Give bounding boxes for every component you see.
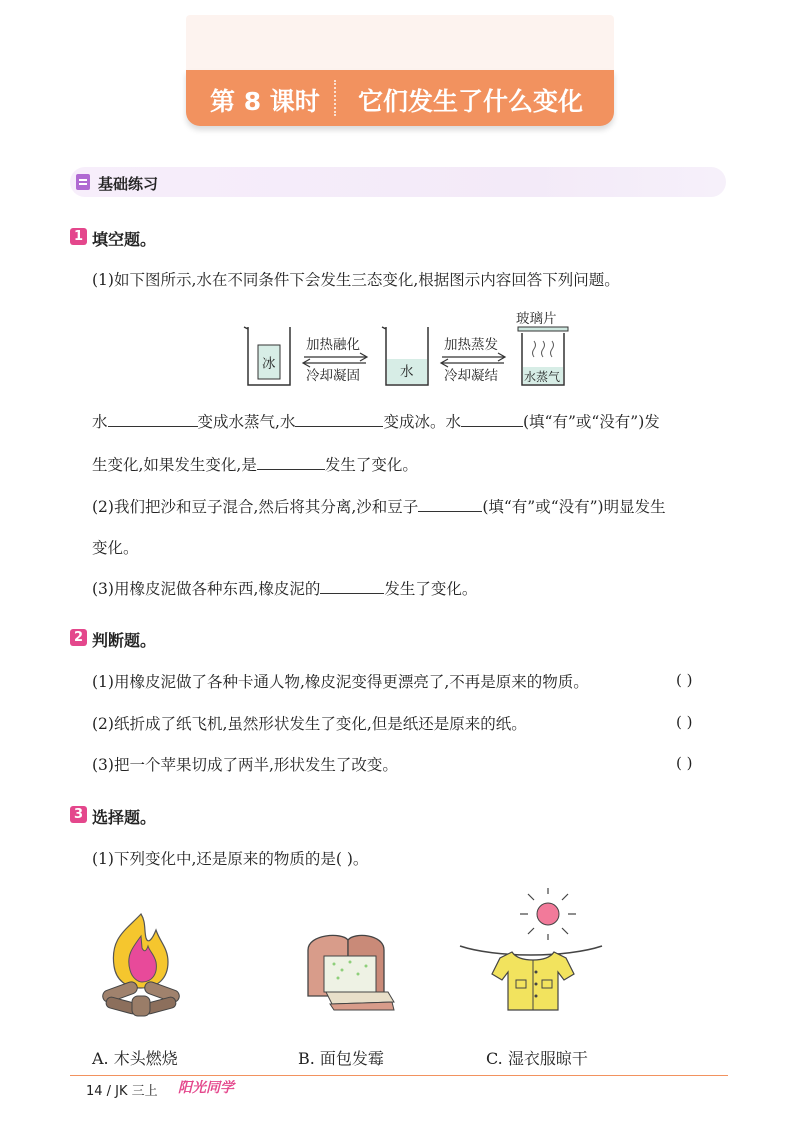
section-bar xyxy=(70,167,726,197)
steam-icon xyxy=(533,341,554,357)
q1-l1-text-d: (填“有”或“没有”)发 xyxy=(522,413,660,431)
section-title: 基础练习 xyxy=(98,175,159,193)
q1-p3-text-b: 发生了变化。 xyxy=(384,580,478,598)
glass-plate xyxy=(518,327,568,331)
footer-divider xyxy=(70,1075,728,1076)
glass-label: 玻璃片 xyxy=(516,311,557,327)
q2-answer-3[interactable]: ( ) xyxy=(676,754,693,772)
q2-answer-2[interactable]: ( ) xyxy=(676,713,693,731)
q1-l1-text-c: 变成冰。水 xyxy=(383,413,461,431)
arrow2-top-label: 加热蒸发 xyxy=(444,337,498,353)
q3-part1: (1)下列变化中,还是原来的物质的是( )。 xyxy=(92,850,369,868)
q1-l1-text-a: 水 xyxy=(92,413,108,431)
lesson-title: 它们发生了什么变化 xyxy=(358,87,584,116)
brand-logo: 阳光同学 xyxy=(178,1080,234,1096)
water-label: 水 xyxy=(400,364,414,380)
question-3-badge: 3 xyxy=(70,806,87,823)
blank-4[interactable] xyxy=(257,455,325,470)
q1-line1 xyxy=(92,410,660,432)
blank-5[interactable] xyxy=(418,497,482,512)
q2-item-1: (1)用橡皮泥做了各种卡通人物,橡皮泥变得更漂亮了,不再是原来的物质。 xyxy=(92,673,589,691)
vapor-label: 水蒸气 xyxy=(524,370,561,384)
header-banner-background xyxy=(186,15,614,77)
question-2-title: 判断题。 xyxy=(92,631,157,650)
q1-l2-text-a: 生变化,如果发生变化,是 xyxy=(92,456,257,474)
q1-p2-text-b: (填“有”或“没有”)明显发生 xyxy=(482,498,666,516)
document-icon xyxy=(76,174,90,190)
ice-label: 冰 xyxy=(262,356,276,372)
blank-3[interactable] xyxy=(461,412,523,427)
question-1-badge: 1 xyxy=(70,228,87,245)
q1-l1-text-b: 变成水蒸气,水 xyxy=(197,413,296,431)
q1-line2 xyxy=(92,453,418,475)
page-footer: 14 / JK 三上 xyxy=(86,1084,158,1099)
question-2-badge: 2 xyxy=(70,629,87,646)
option-c-label[interactable]: C. 湿衣服晾干 xyxy=(486,1049,588,1068)
campfire-icon xyxy=(96,908,186,1020)
arrow1-bottom-label: 冷却凝固 xyxy=(306,368,360,384)
q1-part3 xyxy=(92,577,477,599)
q1-p2-text-a: (2)我们把沙和豆子混合,然后将其分离,沙和豆子 xyxy=(92,498,419,516)
q2-answer-1[interactable]: ( ) xyxy=(676,671,693,689)
q1-part2-cont: 变化。 xyxy=(92,539,139,557)
blank-2[interactable] xyxy=(295,412,383,427)
drying-shirt-icon xyxy=(456,888,606,1018)
question-1-title: 填空题。 xyxy=(92,230,157,249)
arrow1-top-label: 加热融化 xyxy=(306,337,360,353)
q1-l2-text-b: 发生了变化。 xyxy=(324,456,418,474)
question-3-title: 选择题。 xyxy=(92,808,157,827)
header-banner xyxy=(186,70,614,126)
lesson-number: 第 8 课时 xyxy=(210,87,320,116)
option-b-label[interactable]: B. 面包发霉 xyxy=(298,1049,384,1068)
bread-icon xyxy=(298,930,398,1012)
option-a-label[interactable]: A. 木头燃烧 xyxy=(92,1049,178,1068)
banner-divider xyxy=(334,80,336,116)
water-states-diagram xyxy=(240,305,580,395)
q1-part2 xyxy=(92,495,666,517)
arrow2-bottom-label: 冷却凝结 xyxy=(444,368,498,384)
q2-item-2: (2)纸折成了纸飞机,虽然形状发生了变化,但是纸还是原来的纸。 xyxy=(92,715,527,733)
q1-part1-text: (1)如下图所示,水在不同条件下会发生三态变化,根据图示内容回答下列问题。 xyxy=(92,271,620,289)
q2-item-3: (3)把一个苹果切成了两半,形状发生了改变。 xyxy=(92,756,398,774)
blank-1[interactable] xyxy=(108,412,198,427)
q1-p3-text-a: (3)用橡皮泥做各种东西,橡皮泥的 xyxy=(92,580,321,598)
blank-6[interactable] xyxy=(320,579,384,594)
